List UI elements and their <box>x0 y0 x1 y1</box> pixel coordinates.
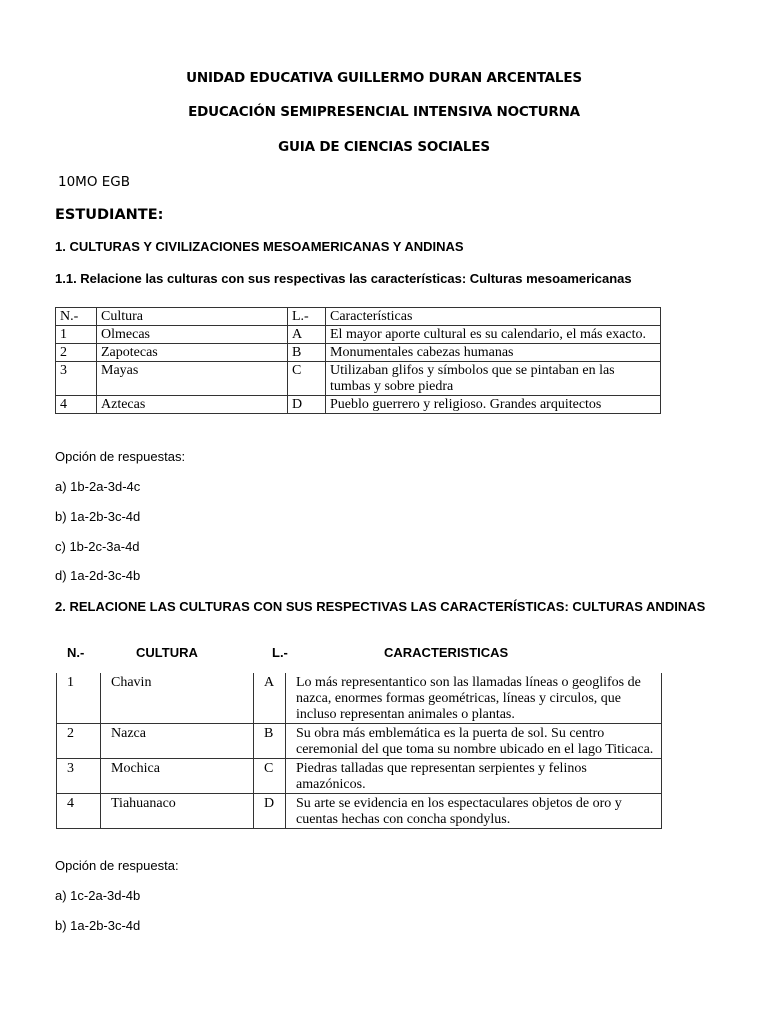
row-culture: Mayas <box>97 362 288 396</box>
section2-title: 2. RELACIONE LAS CULTURAS CON SUS RESPECTIVAS LAS CARACTERÍSTICAS: CULTURAS ANDINAS <box>55 599 706 614</box>
table-row <box>56 326 661 344</box>
row-letter: B <box>288 344 326 362</box>
row-culture: Chavin <box>101 673 254 724</box>
answer-option-a-2: a) 1c-2a-3d-4b <box>55 888 141 903</box>
row-culture: Nazca <box>101 724 254 759</box>
section1-title: 1. CULTURAS Y CIVILIZACIONES MESOAMERICANAS Y ANDINAS <box>55 239 464 254</box>
table-row <box>56 362 661 396</box>
col-header-culture: CULTURA <box>136 645 198 660</box>
row-characteristic: Piedras talladas que representan serpientes y felinos amazónicos. <box>286 759 662 794</box>
row-culture: Tiahuanaco <box>101 794 254 829</box>
header-cell: Características <box>326 308 661 326</box>
options-label-2: Opción de respuesta: <box>55 858 179 873</box>
guide-title: GUIA DE CIENCIAS SOCIALES <box>278 139 490 155</box>
col-header-letter: L.- <box>272 645 288 660</box>
table-header-row <box>56 308 661 326</box>
header-cell: L.- <box>288 308 326 326</box>
row-letter: D <box>254 794 286 829</box>
header-cell: Cultura <box>97 308 288 326</box>
row-characteristic: Monumentales cabezas humanas <box>326 344 661 362</box>
table-row <box>56 396 661 414</box>
row-letter: C <box>288 362 326 396</box>
row-characteristic: Pueblo guerrero y religioso. Grandes arquitectos <box>326 396 661 414</box>
row-characteristic: Utilizaban glifos y símbolos que se pintaban en las tumbas y sobre piedra <box>326 362 661 396</box>
table-row <box>57 794 662 829</box>
table-row <box>57 724 662 759</box>
row-letter: C <box>254 759 286 794</box>
row-letter: A <box>288 326 326 344</box>
row-number: 4 <box>56 396 97 414</box>
row-culture: Mochica <box>101 759 254 794</box>
grade-label: 10MO EGB <box>58 174 130 190</box>
row-number: 4 <box>57 794 101 829</box>
answer-option-c: c) 1b-2c-3a-4d <box>55 539 140 554</box>
row-number: 3 <box>56 362 97 396</box>
row-characteristic: Su obra más emblemática es la puerta de sol. Su centro ceremonial del que toma su nombre ubicado en el lago Titicaca. <box>286 724 662 759</box>
row-number: 1 <box>56 326 97 344</box>
row-number: 3 <box>57 759 101 794</box>
header-cell: N.- <box>56 308 97 326</box>
program-name: EDUCACIÓN SEMIPRESENCIAL INTENSIVA NOCTURNA <box>188 104 580 120</box>
row-letter: B <box>254 724 286 759</box>
mesoamerican-table <box>55 307 661 414</box>
table-row <box>56 344 661 362</box>
row-culture: Olmecas <box>97 326 288 344</box>
answer-option-d: d) 1a-2d-3c-4b <box>55 568 141 583</box>
col-header-number: N.- <box>67 645 85 660</box>
section1-subtitle: 1.1. Relacione las culturas con sus respectivas las características: Culturas mesoamericanas <box>55 271 632 286</box>
table-row <box>57 673 662 724</box>
student-label: ESTUDIANTE: <box>55 207 164 223</box>
school-name: UNIDAD EDUCATIVA GUILLERMO DURAN ARCENTALES <box>186 70 582 86</box>
row-letter: D <box>288 396 326 414</box>
answer-option-b-2: b) 1a-2b-3c-4d <box>55 918 141 933</box>
answer-option-a: a) 1b-2a-3d-4c <box>55 479 141 494</box>
col-header-characteristics: CARACTERISTICAS <box>384 645 509 660</box>
options-label: Opción de respuestas: <box>55 449 186 464</box>
andean-table <box>56 673 662 829</box>
row-characteristic: El mayor aporte cultural es su calendario, el más exacto. <box>326 326 661 344</box>
row-number: 1 <box>57 673 101 724</box>
row-culture: Zapotecas <box>97 344 288 362</box>
row-number: 2 <box>56 344 97 362</box>
row-culture: Aztecas <box>97 396 288 414</box>
answer-option-b: b) 1a-2b-3c-4d <box>55 509 141 524</box>
row-characteristic: Su arte se evidencia en los espectaculares objetos de oro y cuentas hechas con concha spondylus. <box>286 794 662 829</box>
row-letter: A <box>254 673 286 724</box>
row-number: 2 <box>57 724 101 759</box>
row-characteristic: Lo más representantico son las llamadas líneas o geoglifos de nazca, enormes formas geométricas, líneas y circulos, que incluso representan animales o plantas. <box>286 673 662 724</box>
table-row <box>57 759 662 794</box>
